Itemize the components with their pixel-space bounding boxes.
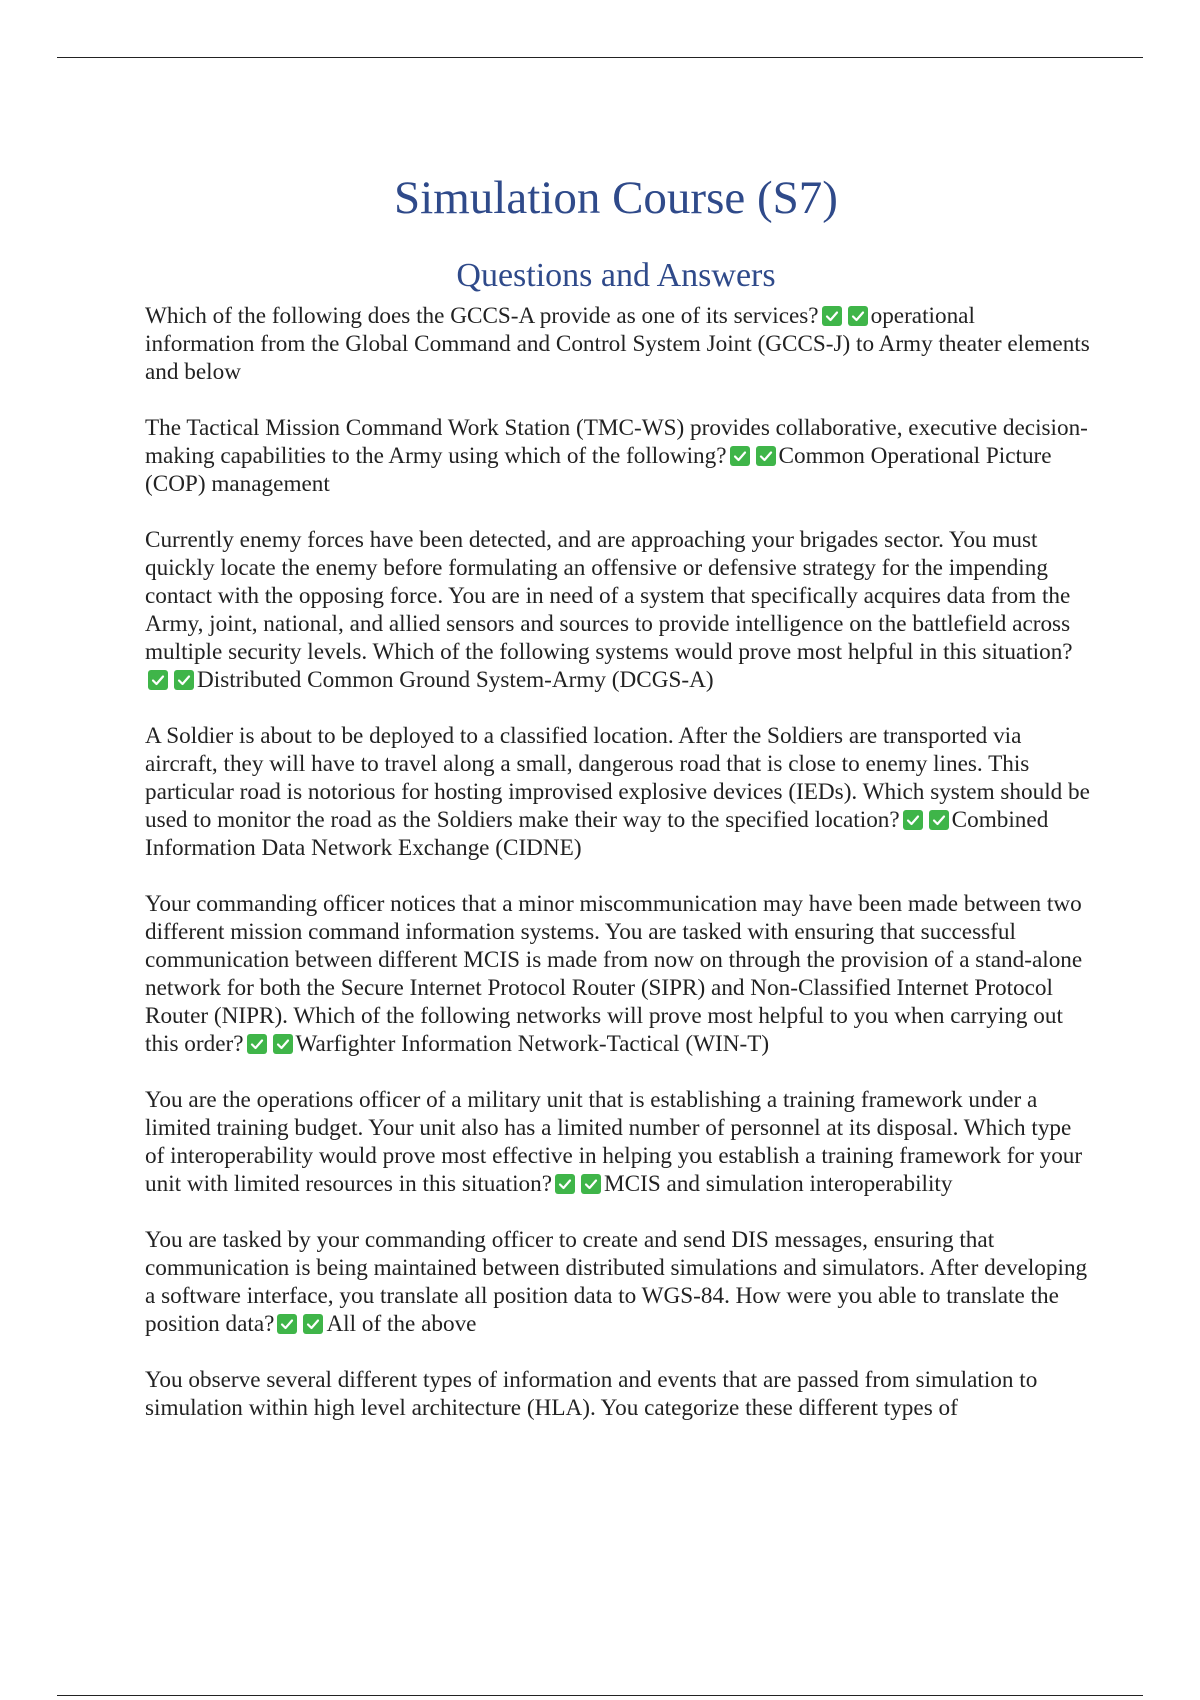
check-mark-icon bbox=[555, 1174, 575, 1194]
qa-item bbox=[145, 1086, 1090, 1198]
qa-item bbox=[145, 722, 1090, 862]
check-mark-icon bbox=[903, 810, 923, 830]
answer-text: Distributed Common Ground System-Army (DCGS-A) bbox=[197, 667, 714, 693]
question-text: Which of the following does the GCCS-A provide as one of its services? bbox=[145, 303, 819, 329]
check-mark-icon bbox=[848, 306, 868, 326]
qa-item bbox=[145, 302, 1090, 386]
question-text: A Soldier is about to be deployed to a classified location. After the Soldiers are transported via aircraft, they will have to travel along a small, dangerous road that is close to enemy lines. This particular road is notorious for hosting improvised explosive devices (IEDs). Which system should be used to monitor the road as the Soldiers make their way to the specified location? bbox=[145, 723, 1090, 833]
question-text: Your commanding officer notices that a minor miscommunication may have been made between two different mission command information systems. You are tasked with ensuring that successful communication between different MCIS is made from now on through the provision of a stand-alone network for both the Secure Internet Protocol Router (SIPR) and Non-Classified Internet Protocol Router (NIPR). Which of the following networks will prove most helpful to you when carrying out this order? bbox=[145, 891, 1083, 1057]
page-subtitle: Questions and Answers bbox=[456, 257, 776, 294]
check-mark-icon bbox=[277, 1314, 297, 1334]
qa-item bbox=[145, 1366, 1090, 1422]
answer-text: Common Operational Picture (COP) management bbox=[145, 443, 1052, 497]
question-text: You are tasked by your commanding officer to create and send DIS messages, ensuring that communication is being maintained between distributed simulations and simulators. After developing a software interface, you translate all position data to WGS-84. How were you able to translate the position data? bbox=[145, 1227, 1088, 1337]
check-mark-icon bbox=[273, 1034, 293, 1054]
answer-text: Combined Information Data Network Exchange (CIDNE) bbox=[145, 807, 1049, 861]
bottom-rule bbox=[57, 1695, 1143, 1696]
check-mark-icon bbox=[581, 1174, 601, 1194]
check-mark-icon bbox=[730, 446, 750, 466]
check-mark-icon bbox=[174, 670, 194, 690]
qa-item bbox=[145, 526, 1090, 694]
answer-text: All of the above bbox=[326, 1311, 477, 1337]
question-text: You are the operations officer of a military unit that is establishing a training framework under a limited training budget. Your unit also has a limited number of personnel at its disposal. Which type of interoperability would prove most effective in helping you establish a training framework for your unit with limited resources in this situation? bbox=[145, 1087, 1083, 1197]
check-mark-icon bbox=[148, 670, 168, 690]
check-mark-icon bbox=[247, 1034, 267, 1054]
check-mark-icon bbox=[756, 446, 776, 466]
check-mark-icon bbox=[929, 810, 949, 830]
check-mark-icon bbox=[303, 1314, 323, 1334]
qa-item bbox=[145, 414, 1090, 498]
question-text: The Tactical Mission Command Work Station (TMC-WS) provides collaborative, executive decision-making capabilities to the Army using which of the following? bbox=[145, 415, 1088, 469]
question-text: You observe several different types of information and events that are passed from simulation to simulation within high level architecture (HLA). You categorize these different types of bbox=[145, 1367, 1038, 1421]
qa-list bbox=[145, 302, 1090, 1450]
page-title: Simulation Course (S7) bbox=[394, 172, 838, 224]
qa-item bbox=[145, 1226, 1090, 1338]
answer-text: Warfighter Information Network-Tactical (WIN-T) bbox=[295, 1031, 770, 1057]
question-text: Currently enemy forces have been detected, and are approaching your brigades sector. You must quickly locate the enemy before formulating an offensive or defensive strategy for the impending contact with the opposing force. You are in need of a system that specifically acquires data from the Army, joint, national, and allied sensors and sources to provide intelligence on the battlefield across multiple security levels. Which of the following systems would prove most helpful in this situation? bbox=[145, 527, 1073, 665]
answer-text: MCIS and simulation interoperability bbox=[604, 1171, 953, 1197]
check-mark-icon bbox=[822, 306, 842, 326]
top-rule bbox=[57, 57, 1143, 58]
answer-text: operational information from the Global Command and Control System Joint (GCCS-J) to Army theater elements and below bbox=[145, 303, 1090, 385]
qa-item bbox=[145, 890, 1090, 1058]
